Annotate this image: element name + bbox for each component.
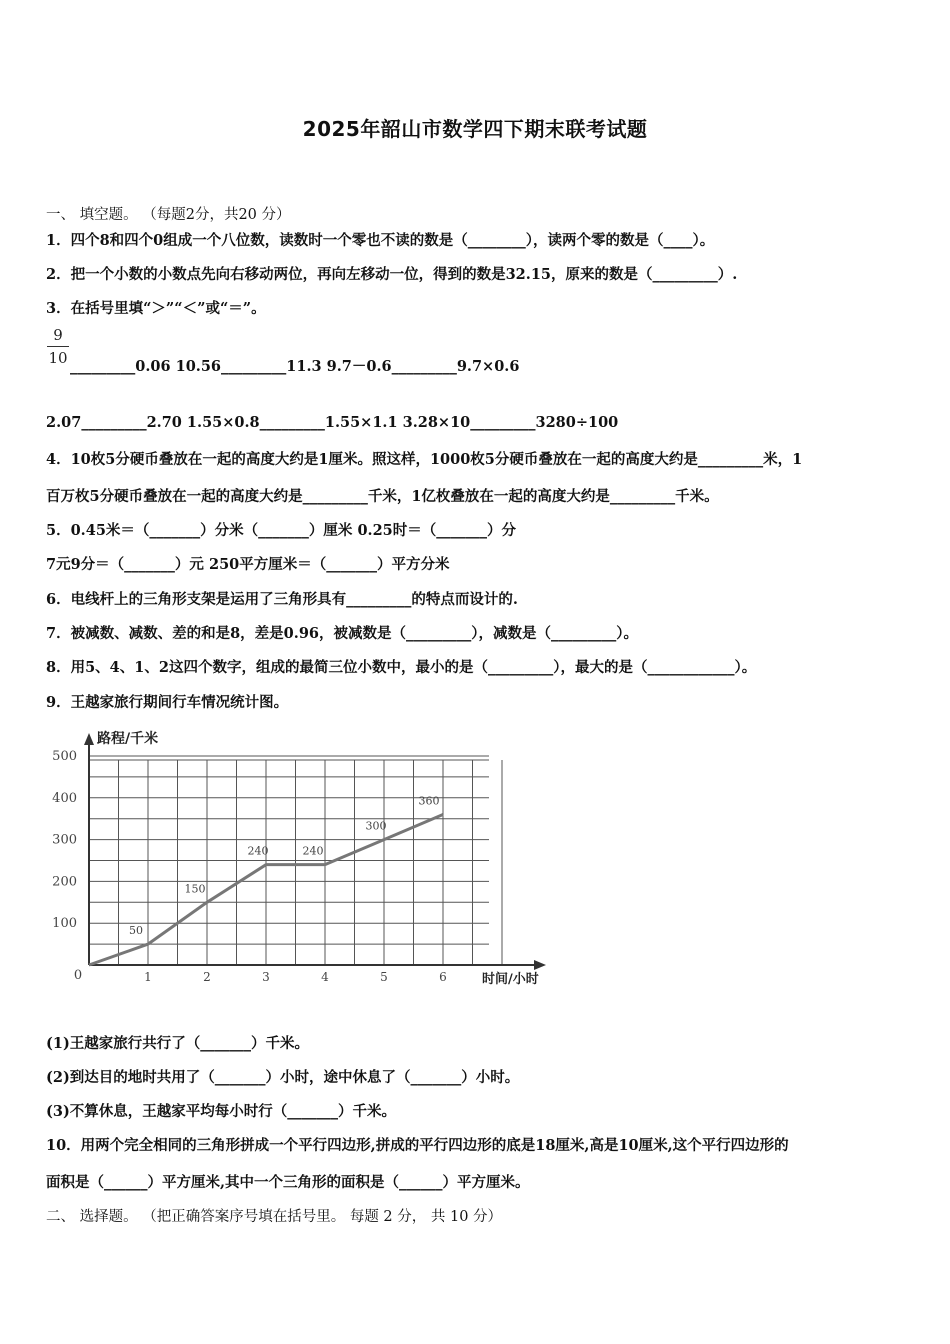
question-5-line-1: 5．0.45米＝（_______）分米（_______）厘米 0.25时＝（_______）分: [46, 522, 517, 539]
data-label: 240: [302, 844, 324, 858]
y-axis-arrow: [84, 733, 94, 745]
y-tick-label: 400: [52, 790, 77, 806]
question-9-sub-3: (3)不算休息，王越家平均每小时行（_______）千米。: [46, 1103, 397, 1120]
data-label: 50: [129, 924, 143, 938]
question-9: 9．王越家旅行期间行车情况统计图。: [46, 694, 289, 711]
data-label: 360: [418, 794, 440, 808]
x-tick-label: 4: [321, 970, 329, 984]
question-9-sub-1: (1)王越家旅行共行了（_______）千米。: [46, 1035, 310, 1052]
x-axis-label: 时间/小时: [482, 972, 539, 987]
section-2-heading: 二、 选择题。 （把正确答案序号填在括号里。 每题 2 分， 共 10 分）: [46, 1209, 503, 1225]
page-title: 2025年韶山市数学四下期末联考试题: [302, 117, 648, 141]
question-2: 2．把一个小数的小数点先向右移动两位，再向左移动一位，得到的数是32.15，原来的数是（_________）.: [46, 266, 738, 283]
fraction-denominator: 10: [48, 349, 68, 367]
x-tick-label: 5: [380, 970, 388, 984]
question-3-row-1: _________0.06 10.56_________11.3 9.7－0.6_________9.7×0.6: [70, 358, 520, 375]
question-4-line-1: 4．10枚5分硬币叠放在一起的高度大约是1厘米。照这样，1000枚5分硬币叠放在一起的高度大约是_________米，1: [46, 451, 803, 468]
question-1: 1．四个8和四个0组成一个八位数，读数时一个零也不读的数是（________），读两个零的数是（____）。: [46, 232, 715, 249]
origin-label: 0: [73, 968, 83, 983]
question-10-line-2: 面积是（______）平方厘米,其中一个三角形的面积是（______）平方厘米。: [46, 1174, 530, 1191]
fraction-nine-tenths: [47, 326, 69, 367]
question-7: 7．被减数、减数、差的和是8，差是0.96，被减数是（_________），减数是（_________）。: [46, 625, 638, 642]
question-8: 8．用5、4、1、2这四个数字，组成的最简三位小数中，最小的是（_________），最大的是（____________）。: [46, 659, 757, 676]
data-label: 300: [365, 819, 387, 833]
data-label: 150: [184, 882, 206, 896]
y-tick-label: 300: [52, 832, 77, 848]
x-tick-label: 2: [203, 970, 211, 984]
data-label: 240: [247, 844, 269, 858]
question-5-line-2: 7元9分＝（_______）元 250平方厘米＝（_______）平方分米: [46, 556, 450, 573]
x-tick-label: 3: [262, 970, 270, 984]
y-tick-label: 500: [52, 749, 77, 764]
x-axis-arrow: [534, 960, 546, 970]
x-tick-label: 1: [144, 970, 152, 984]
travel-distance-line-chart: [40, 725, 570, 995]
section-1-heading: 一、 填空题。 （每题2分，共20 分）: [46, 207, 291, 223]
question-4-line-2: 百万枚5分硬币叠放在一起的高度大约是_________千米，1亿枚叠放在一起的高度大约是_________千米。: [46, 488, 719, 505]
question-6: 6．电线杆上的三角形支架是运用了三角形具有_________的特点而设计的.: [46, 591, 518, 608]
x-tick-label: 6: [439, 970, 447, 984]
question-3: 3．在括号里填“＞”“＜”或“＝”。: [46, 300, 266, 317]
fraction-numerator: 9: [53, 326, 63, 344]
y-tick-label: 200: [52, 874, 77, 890]
question-9-sub-2: (2)到达目的地时共用了（_______）小时，途中休息了（_______）小时。: [46, 1069, 520, 1086]
y-axis-label: 路程/千米: [97, 731, 159, 747]
y-tick-label: 100: [52, 916, 77, 932]
question-10-line-1: 10．用两个完全相同的三角形拼成一个平行四边形,拼成的平行四边形的底是18厘米,高是10厘米,这个平行四边形的: [46, 1137, 789, 1154]
question-3-row-2: 2.07_________2.70 1.55×0.8_________1.55×1.1 3.28×10_________3280÷100: [46, 414, 619, 431]
